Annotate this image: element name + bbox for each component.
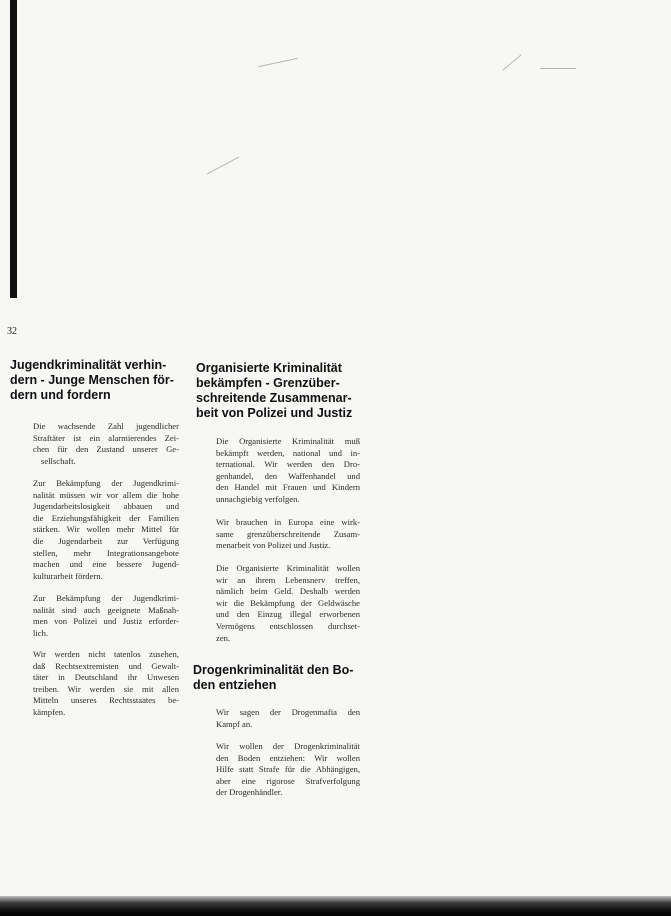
text-line: bekämpft werden, national und in- xyxy=(216,447,360,458)
text-line: menarbeit von Polizei und Justiz. xyxy=(216,540,331,551)
text-line: Kampf an. xyxy=(216,718,253,729)
text-line: Wir wollen der Drogenkriminalität xyxy=(216,741,360,751)
text-line: machen und eine bessere Jugend- xyxy=(33,559,179,570)
text-line: men von Polizei und Justiz erforder- xyxy=(33,616,179,627)
text-line: daß Rechtsextremisten und Gewalt- xyxy=(33,660,179,671)
text-line: aber eine rigorose Strafverfolgung xyxy=(216,775,360,786)
text-line: der Drogenhändler. xyxy=(216,787,283,798)
paragraph xyxy=(216,741,360,799)
text-line: Wir werden nicht tatenlos zusehen, xyxy=(33,649,179,659)
text-line: Wir sagen der Drogenmafia den xyxy=(216,707,360,717)
paragraph xyxy=(33,649,179,719)
heading-line: Jugendkriminalität verhin- xyxy=(10,358,167,372)
text-line: den Handel mit Frauen und Kindern xyxy=(216,482,360,493)
heading-line: beit von Polizei und Justiz xyxy=(196,406,353,420)
text-line: chen für den Zustand unserer Ge- xyxy=(33,444,179,455)
text-line: täter in Deutschland ihr Unwesen xyxy=(33,672,179,683)
scan-smudge xyxy=(258,58,297,67)
text-line: stellen, mehr Integrationsangebote xyxy=(33,547,179,558)
scan-bottom-edge xyxy=(0,896,671,916)
heading-jugendkriminalitaet xyxy=(10,358,200,403)
paragraph xyxy=(33,478,179,582)
text-line: Hilfe statt Strafe für die Abhängigen, xyxy=(216,764,360,775)
text-line: lich. xyxy=(33,627,49,638)
paragraph xyxy=(33,593,179,639)
text-line: zen. xyxy=(216,632,231,643)
heading-line: dern und fordern xyxy=(10,388,111,402)
paragraph xyxy=(33,421,179,467)
text-line: unnachgiebig verfolgen. xyxy=(216,493,300,504)
text-line: Zur Bekämpfung der Jugendkrimi- xyxy=(33,593,179,603)
text-line: die Erziehungsfähigkeit der Familien xyxy=(33,512,179,523)
heading-line: Drogenkriminalität den Bo- xyxy=(193,663,354,677)
text-line: Jugendarbeitslosigkeit abbauen und xyxy=(33,501,179,512)
text-line: Die wachsende Zahl jugendlicher xyxy=(33,421,179,431)
text-line: genhandel, den Waffenhandel und xyxy=(216,470,360,481)
scan-smudge xyxy=(502,54,521,70)
text-line: Die Organisierte Kriminalität wollen xyxy=(216,563,360,573)
scan-smudge xyxy=(540,68,576,69)
scan-edge-bar xyxy=(10,0,17,298)
text-line: die Jugendarbeit zur Verfügung xyxy=(33,535,179,546)
text-line: kulturarbeit fördern. xyxy=(33,570,103,581)
text-line: Straftäter ist ein alarmierendes Zei- xyxy=(33,432,179,443)
heading-line: Organisierte Kriminalität xyxy=(196,361,342,375)
text-line: Mitteln unseres Rechtsstaates be- xyxy=(33,695,179,706)
paragraph xyxy=(216,563,360,644)
text-line: den Boden entziehen: Wir wollen xyxy=(216,752,360,763)
heading-organisierte-kriminalitaet xyxy=(196,361,366,421)
heading-drogenkriminalitaet xyxy=(193,663,363,693)
text-line: nalität müssen wir vor allem die hohe xyxy=(33,489,179,500)
heading-line: dern - Junge Menschen för- xyxy=(10,373,174,387)
text-line: wir an ihrem Lebensnerv treffen, xyxy=(216,574,360,585)
heading-line: den entziehen xyxy=(193,678,277,692)
text-line: sellschaft. xyxy=(41,455,76,466)
text-line: Vermögens entschlossen durchset- xyxy=(216,620,360,631)
text-line: und den Einzug illegal erworbenen xyxy=(216,609,360,620)
heading-line: schreitende Zusammenar- xyxy=(196,391,352,405)
paragraph xyxy=(216,707,360,730)
text-line: nämlich beim Geld. Deshalb werden xyxy=(216,586,360,597)
scan-smudge xyxy=(207,157,239,175)
text-line: kämpfen. xyxy=(33,706,66,717)
text-line: wir die Bekämpfung der Geldwäsche xyxy=(216,597,360,608)
paragraph xyxy=(216,517,360,552)
text-line: same grenzüberschreitende Zusam- xyxy=(216,528,360,539)
text-line: Die Organisierte Kriminalität muß xyxy=(216,436,360,446)
text-line: Wir brauchen in Europa eine wirk- xyxy=(216,517,360,527)
text-line: ternational. Wir werden den Dro- xyxy=(216,459,360,470)
text-line: nalität sind auch geeignete Maßnah- xyxy=(33,604,179,615)
heading-line: bekämpfen - Grenzüber- xyxy=(196,376,340,390)
page-number: 32 xyxy=(7,326,17,337)
text-line: treiben. Wir werden sie mit allen xyxy=(33,683,179,694)
text-line: Zur Bekämpfung der Jugendkrimi- xyxy=(33,478,179,488)
paragraph xyxy=(216,436,360,506)
text-line: stärken. Wir wollen mehr Mittel für xyxy=(33,524,179,535)
